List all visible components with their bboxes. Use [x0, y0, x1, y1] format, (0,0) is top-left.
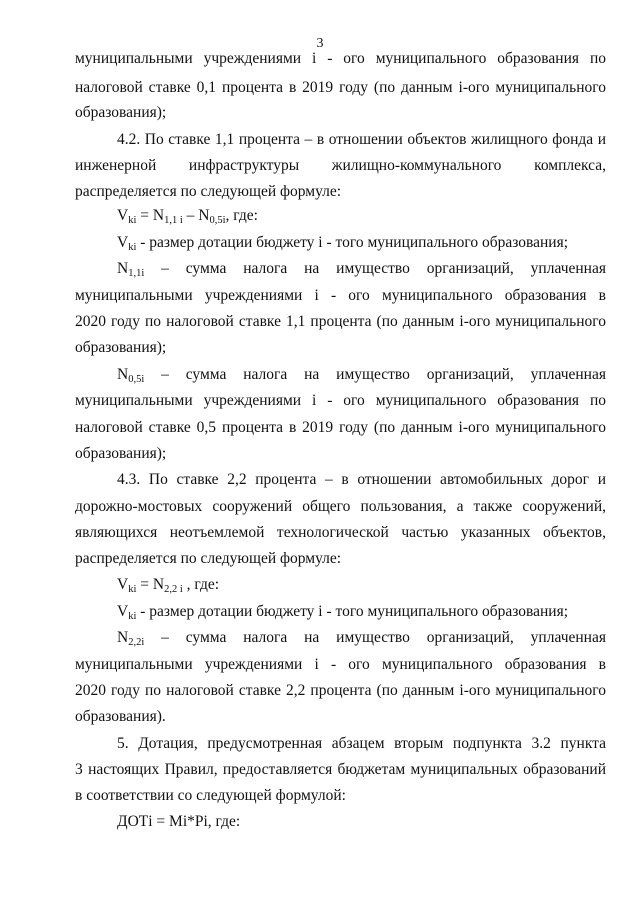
text-line: инженерной инфраструктуры жилищно-коммунального комплекса,: [75, 157, 606, 174]
text-line: муниципальными учреждениями i - ого муниципального образования по: [75, 392, 606, 409]
text-line: являющихся неотъемлемой технологической частью указанных объектов,: [75, 524, 606, 541]
text-line: образования);: [75, 339, 167, 356]
text-line: образования).: [75, 708, 166, 725]
text-line: 2020 году по налоговой ставке 1,1 процента (по данным i-ого муниципального: [75, 313, 606, 330]
text-line: муниципальными учреждениями i - ого муниципального образования в: [75, 287, 606, 304]
formula-5: ДОТi = Mi*Pi, где:: [117, 813, 241, 830]
text-line: распределяется по следующей формуле:: [75, 550, 342, 567]
text-line: муниципальными учреждениями i - ого муниципального образования в: [75, 656, 606, 673]
definition-vki: Vki - размер дотации бюджету i - того муниципального образования;: [117, 234, 569, 253]
definition-n05i: N0,5i – сумма налога на имущество организаций, уплаченная: [117, 366, 606, 385]
formula-4-2: Vki = N1,1 i – N0,5i, где:: [117, 207, 258, 226]
text-line: дорожно-мостовых сооружений общего пользования, а также сооружений,: [75, 498, 606, 515]
text-line: распределяется по следующей формуле:: [75, 183, 342, 200]
page-number: 3: [316, 36, 324, 51]
text-line: образования);: [75, 445, 167, 462]
formula-4-3: Vki = N2,2 i , где:: [117, 576, 220, 595]
paragraph-4-3-start: 4.3. По ставке 2,2 процента – в отношении автомобильных дорог и: [117, 471, 606, 488]
text-line: 3 настоящих Правил, предоставляется бюджетам муниципальных образований: [75, 761, 606, 778]
definition-vki: Vki - размер дотации бюджету i - того муниципального образования;: [117, 603, 569, 622]
definition-n22i: N2,2i – сумма налога на имущество организаций, уплаченная: [117, 629, 606, 648]
text-line: в соответствии со следующей формулой:: [75, 787, 346, 804]
text-line: налоговой ставке 0,5 процента в 2019 году (по данным i-ого муниципального: [75, 419, 606, 436]
paragraph-5-start: 5. Дотация, предусмотренная абзацем вторым подпункта 3.2 пункта: [117, 735, 606, 752]
paragraph-4-2-start: 4.2. По ставке 1,1 процента – в отношении объектов жилищного фонда и: [117, 131, 606, 148]
definition-n11i: N1,1i – сумма налога на имущество организаций, уплаченная: [117, 260, 606, 279]
text-line: образования);: [75, 104, 167, 121]
text-line: 2020 году по налоговой ставке 2,2 процента (по данным i-ого муниципального: [75, 682, 606, 699]
text-line: налоговой ставке 0,1 процента в 2019 году (по данным i-ого муниципального: [75, 79, 606, 96]
text-line: муниципальными учреждениями i - ого муниципального образования по: [75, 50, 606, 67]
